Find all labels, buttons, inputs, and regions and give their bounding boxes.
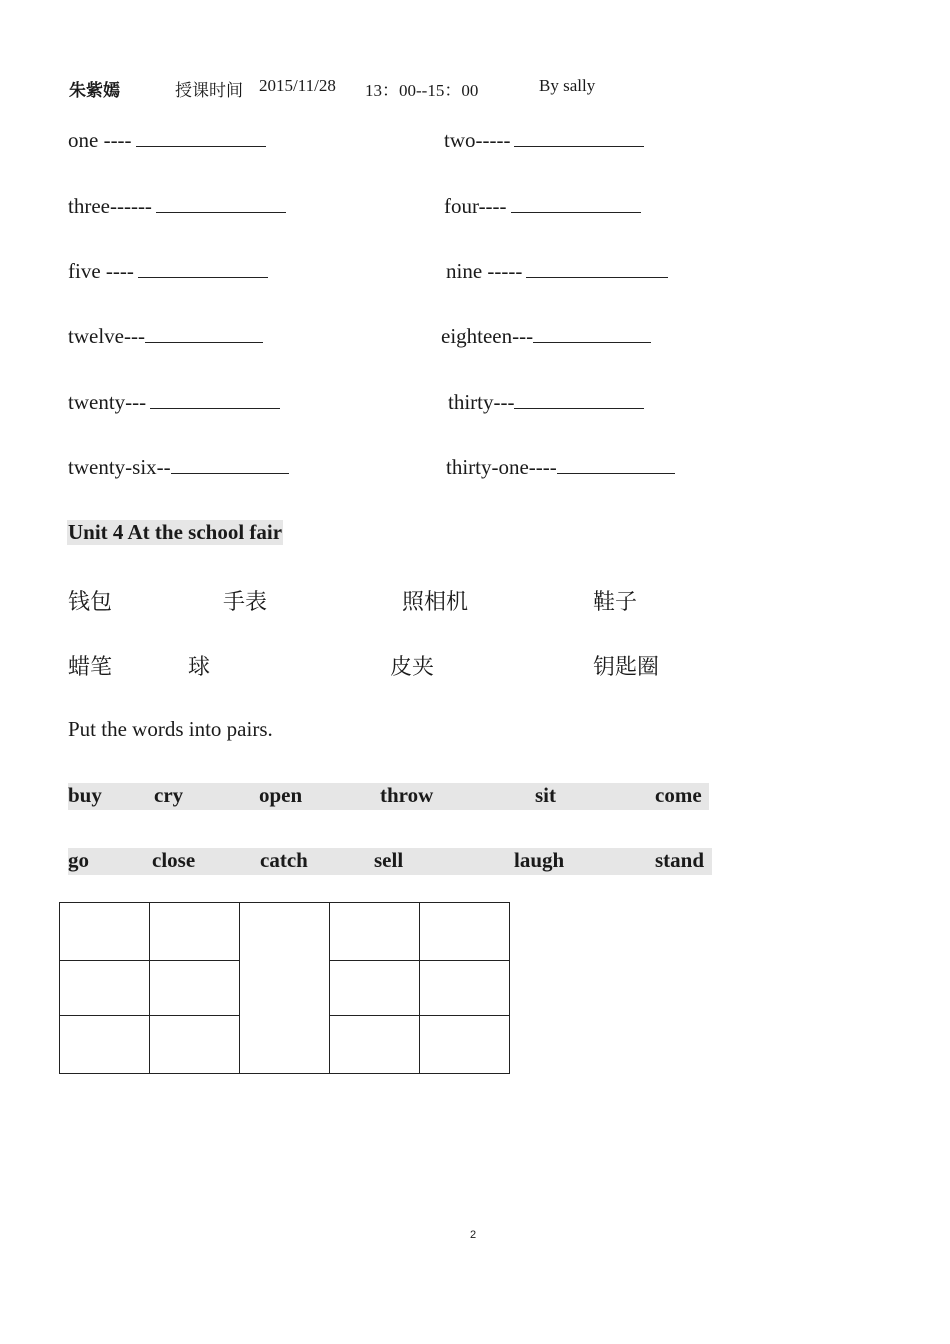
number-word: twenty--- <box>68 390 147 414</box>
number-item <box>68 455 289 480</box>
answer-blank[interactable] <box>533 324 651 343</box>
pairs-grid <box>59 902 510 1074</box>
answer-blank[interactable] <box>150 390 280 409</box>
number-item <box>441 324 651 349</box>
word-bank-item: go <box>68 848 89 872</box>
class-time: 13：00--15：00 <box>365 81 479 100</box>
number-item <box>444 128 644 153</box>
class-date: 2015/11/28 <box>259 76 336 95</box>
number-word: nine ----- <box>446 259 523 283</box>
author: By sally <box>539 76 596 95</box>
word-bank-item: open <box>259 783 303 807</box>
number-word: twelve--- <box>68 324 145 348</box>
grid-divider-column <box>240 903 330 1074</box>
answer-cell[interactable] <box>330 1016 420 1074</box>
word-bank-item: sit <box>535 783 556 807</box>
word-bank-item: laugh <box>514 848 565 872</box>
chinese-word: 球 <box>188 655 211 680</box>
word-bank-item: sell <box>374 848 404 872</box>
number-word: thirty-one---- <box>446 455 557 479</box>
number-word: five ---- <box>68 259 134 283</box>
unit-heading: Unit 4 At the school fair <box>68 520 283 544</box>
number-item <box>68 128 266 153</box>
number-word: twenty-six-- <box>68 455 171 479</box>
word-bank-item: come <box>655 783 702 807</box>
answer-blank[interactable] <box>511 194 641 213</box>
number-item <box>444 194 641 219</box>
chinese-word: 钱包 <box>68 590 113 615</box>
chinese-word: 手表 <box>223 590 268 615</box>
page-number: 2 <box>470 1229 477 1241</box>
answer-blank[interactable] <box>145 324 263 343</box>
number-word: thirty--- <box>448 390 515 414</box>
chinese-word: 钥匙圈 <box>593 655 660 680</box>
answer-cell[interactable] <box>420 903 510 961</box>
number-word: three------ <box>68 194 152 218</box>
answer-cell[interactable] <box>330 903 420 961</box>
answer-cell[interactable] <box>60 1016 150 1074</box>
word-bank-item: cry <box>154 783 184 807</box>
word-bank-item: throw <box>380 783 434 807</box>
number-item <box>68 194 286 219</box>
answer-blank[interactable] <box>526 259 668 278</box>
instruction: Put the words into pairs. <box>68 717 273 741</box>
chinese-word: 皮夹 <box>390 655 435 680</box>
answer-cell[interactable] <box>420 1016 510 1074</box>
answer-blank[interactable] <box>138 259 268 278</box>
number-item <box>448 390 644 415</box>
answer-cell[interactable] <box>60 961 150 1016</box>
number-item <box>68 259 268 284</box>
student-name: 朱紫嫣 <box>69 81 120 100</box>
answer-blank[interactable] <box>136 128 266 147</box>
answer-cell[interactable] <box>420 961 510 1016</box>
answer-blank[interactable] <box>557 455 675 474</box>
number-item <box>68 390 280 415</box>
answer-cell[interactable] <box>150 903 240 961</box>
answer-blank[interactable] <box>171 455 289 474</box>
number-word: two----- <box>444 128 511 152</box>
number-word: four---- <box>444 194 507 218</box>
word-bank-item: buy <box>68 783 102 807</box>
word-bank-item: catch <box>260 848 308 872</box>
answer-cell[interactable] <box>60 903 150 961</box>
number-item <box>446 455 675 480</box>
number-item <box>68 324 263 349</box>
chinese-word: 鞋子 <box>593 590 638 615</box>
number-word: one ---- <box>68 128 132 152</box>
answer-blank[interactable] <box>514 390 644 409</box>
answer-blank[interactable] <box>156 194 286 213</box>
chinese-word: 蜡笔 <box>68 655 113 680</box>
chinese-word: 照相机 <box>402 590 469 615</box>
answer-blank[interactable] <box>514 128 644 147</box>
answer-cell[interactable] <box>330 961 420 1016</box>
class-time-label: 授课时间 <box>175 81 243 100</box>
answer-cell[interactable] <box>150 1016 240 1074</box>
number-item <box>446 259 668 284</box>
word-bank-item: close <box>152 848 196 872</box>
word-bank-item: stand <box>655 848 705 872</box>
number-word: eighteen--- <box>441 324 534 348</box>
answer-cell[interactable] <box>150 961 240 1016</box>
